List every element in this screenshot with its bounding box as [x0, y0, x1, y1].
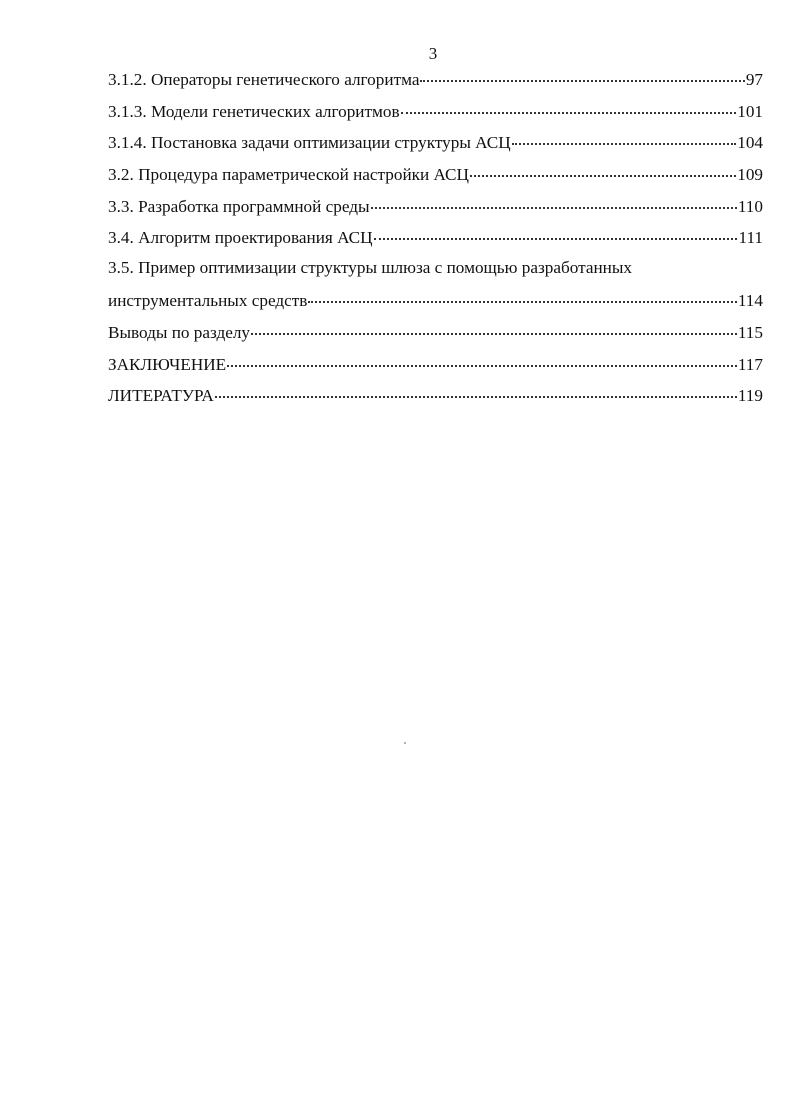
- toc-entry-title: 3.1.3. Модели генетических алгоритмов: [108, 101, 400, 121]
- toc-leader-dots: [470, 163, 736, 180]
- toc-entry-page: 114: [737, 291, 763, 311]
- toc-entry-title: 3.3. Разработка программной среды: [108, 196, 370, 216]
- toc-entry-title: 3.5. Пример оптимизации структуры шлюза с помощью разработанных: [108, 257, 632, 277]
- page-number: 3: [428, 44, 438, 63]
- scan-speck: [404, 742, 406, 744]
- toc-entry-3-3: [108, 194, 763, 226]
- toc-entry-3-2: [108, 163, 763, 195]
- toc-entry-page: 101: [737, 101, 763, 121]
- toc-leader-dots: [512, 131, 737, 148]
- toc-entry-3-1-3: [108, 100, 763, 132]
- toc-entry-page: 97: [745, 70, 763, 90]
- toc-entry-title: Выводы по разделу: [108, 322, 251, 342]
- toc-entry-page: 111: [738, 228, 763, 248]
- toc-entry-title: ЛИТЕРАТУРА: [108, 386, 214, 406]
- toc-entry-3-5-line2: [108, 289, 763, 321]
- toc-entry-page: 104: [737, 133, 763, 153]
- toc-entry-3-4: [108, 226, 763, 258]
- toc-leader-dots: [227, 352, 737, 369]
- toc-entry-3-1-4: [108, 131, 763, 163]
- toc-entry-3-1-2: [108, 68, 763, 100]
- toc-entry-title: ЗАКЛЮЧЕНИЕ: [108, 354, 227, 374]
- toc-leader-dots: [420, 68, 744, 85]
- toc-leader-dots: [401, 100, 737, 117]
- toc-entry-title: 3.1.2. Операторы генетического алгоритма: [108, 70, 420, 90]
- toc-leader-dots: [374, 226, 738, 243]
- toc-entry-page: 117: [737, 354, 763, 374]
- toc-leader-dots: [308, 289, 736, 306]
- table-of-contents: [108, 68, 763, 416]
- toc-entry-page: 110: [737, 196, 763, 216]
- toc-entry-conclusions: [108, 321, 763, 353]
- toc-leader-dots: [251, 321, 737, 338]
- toc-leader-dots: [215, 384, 737, 401]
- toc-entry-title: 3.4. Алгоритм проектирования АСЦ: [108, 228, 373, 248]
- toc-entry-final-conclusion: [108, 352, 763, 384]
- toc-entry-page: 115: [737, 322, 763, 342]
- toc-entry-3-5-line1: [108, 258, 763, 290]
- toc-entry-page: 119: [737, 386, 763, 406]
- toc-entry-title-continued: инструментальных средств: [108, 291, 308, 311]
- toc-entry-title: 3.1.4. Постановка задачи оптимизации структуры АСЦ: [108, 133, 511, 153]
- toc-leader-dots: [371, 194, 737, 211]
- toc-entry-references: [108, 384, 763, 416]
- toc-entry-page: 109: [737, 164, 763, 184]
- toc-entry-title: 3.2. Процедура параметрической настройки АСЦ: [108, 164, 469, 184]
